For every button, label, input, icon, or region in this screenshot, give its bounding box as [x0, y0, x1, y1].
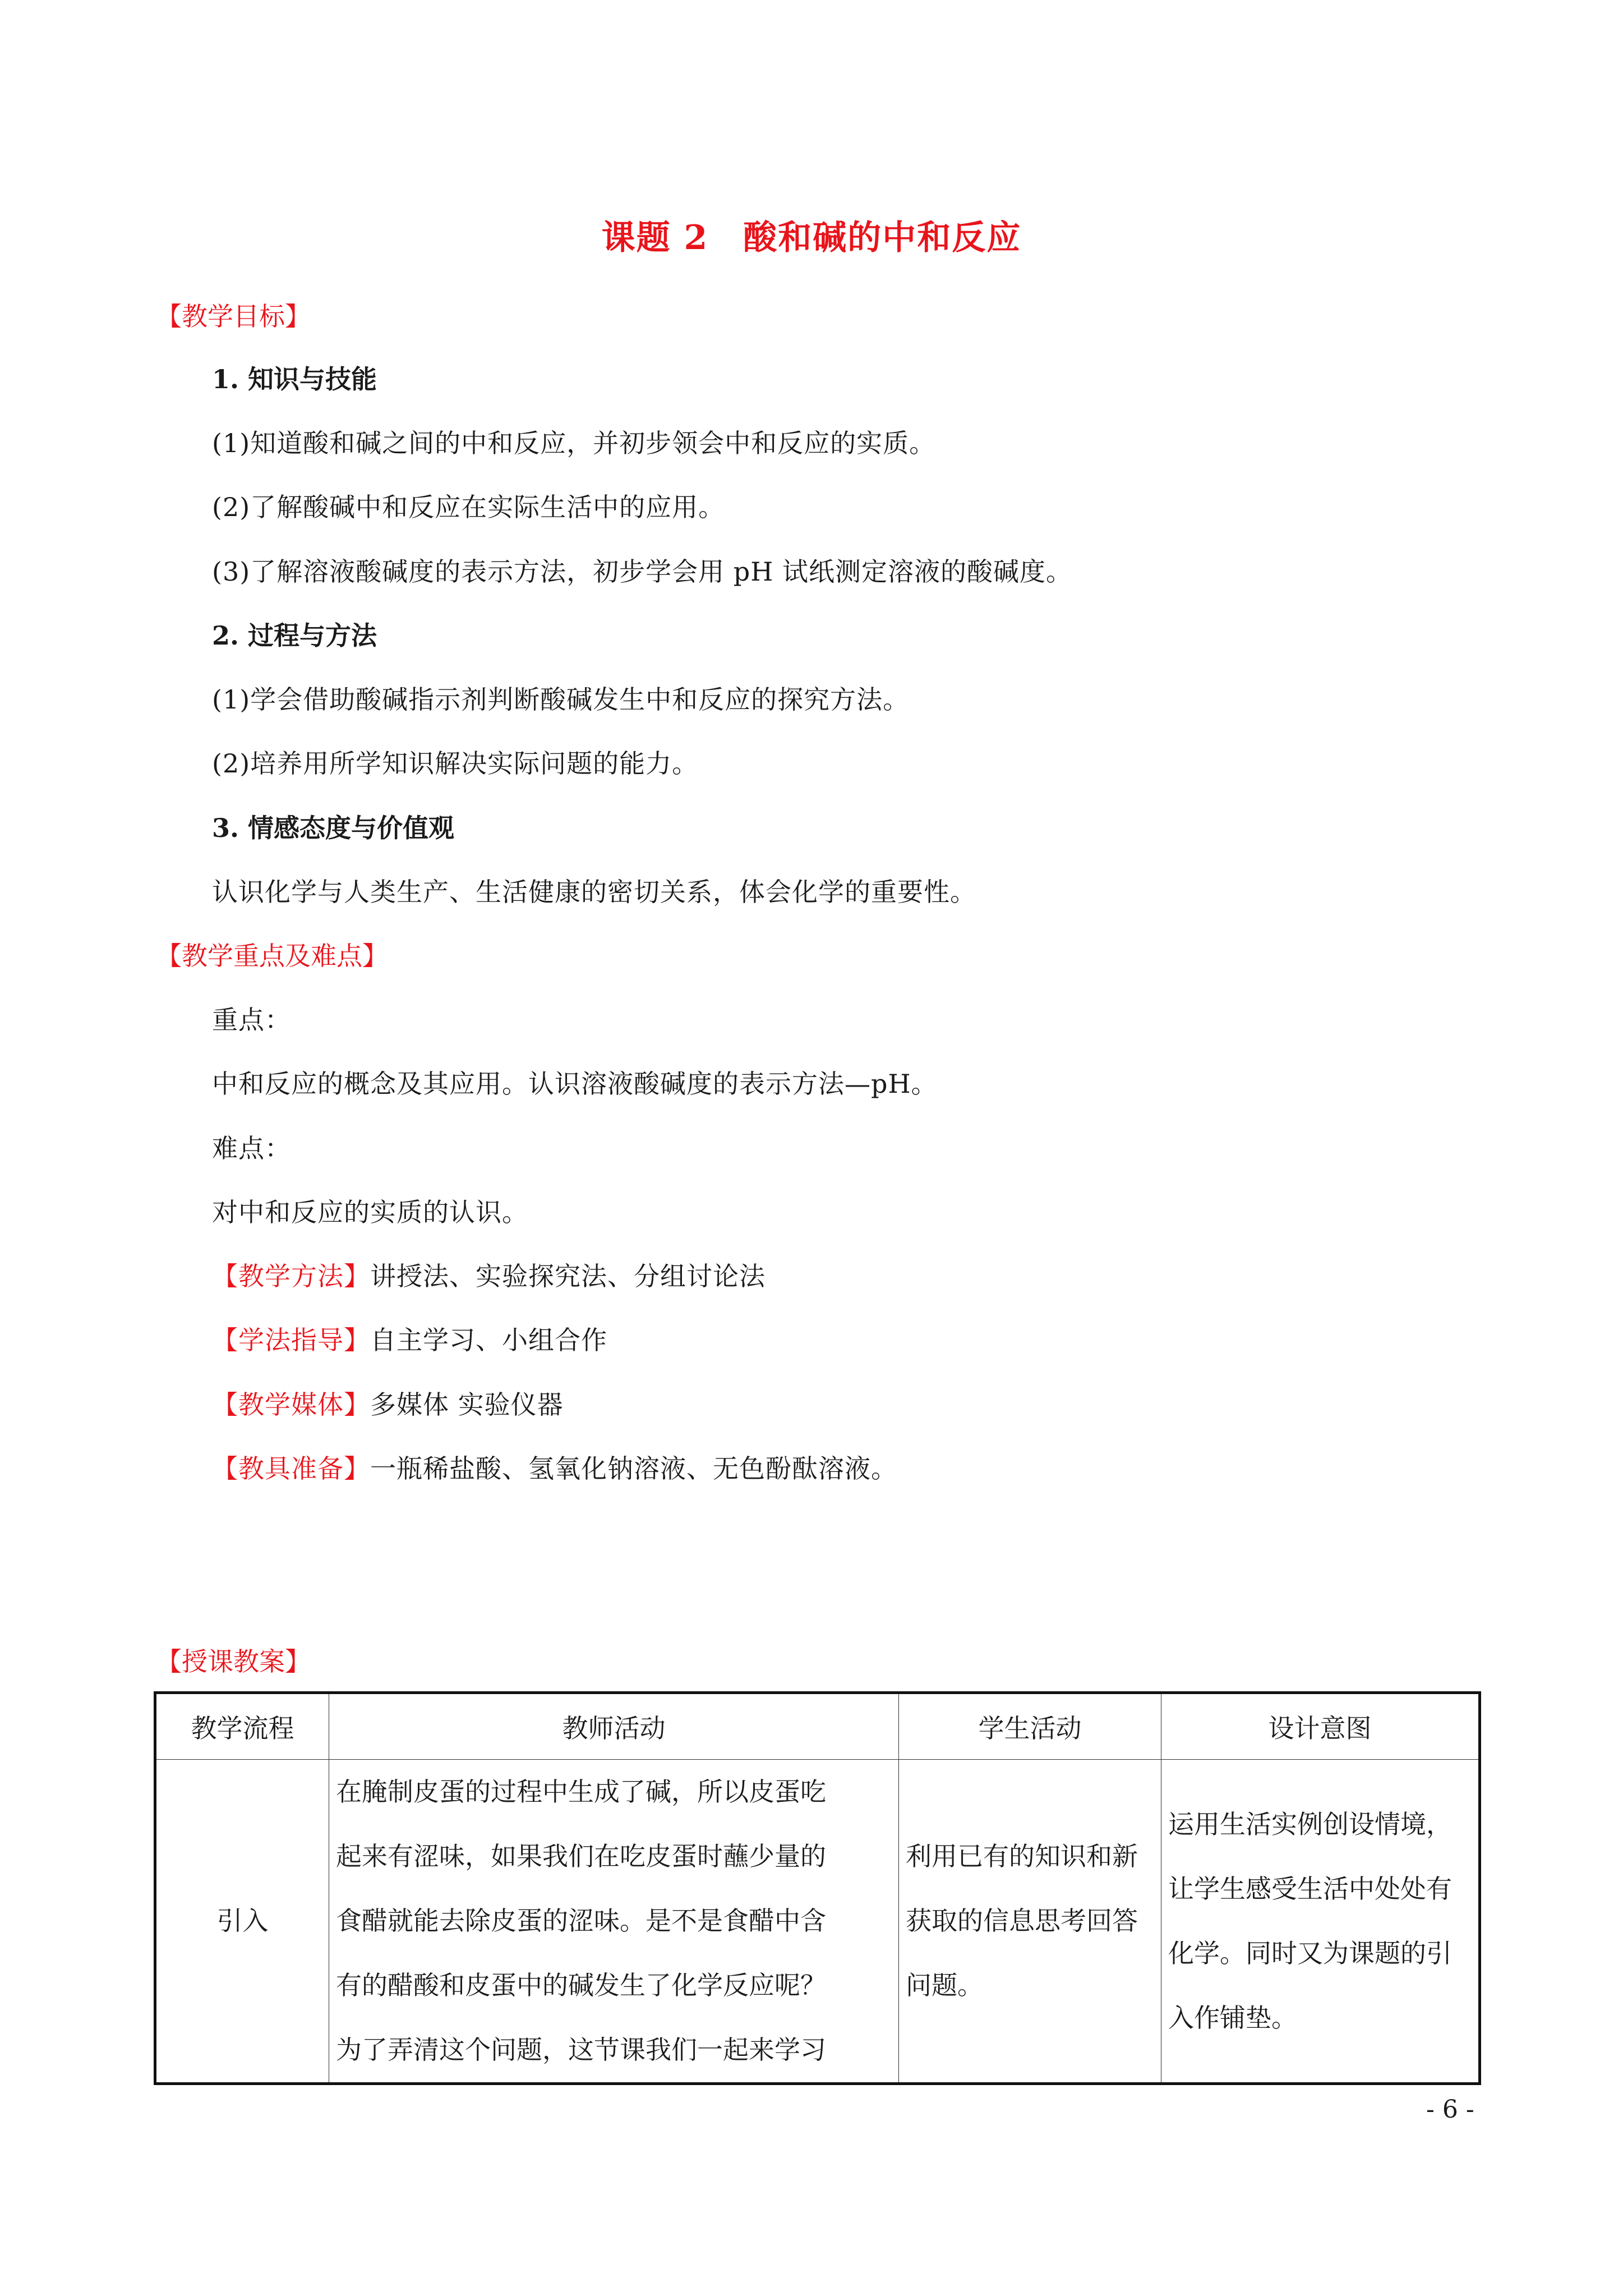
cell-line: 起来有涩味，如果我们在吃皮蛋时蘸少量的	[336, 1841, 826, 1871]
column-header: 设计意图	[1161, 1693, 1480, 1760]
cell-line: 问题。	[906, 1970, 983, 2000]
info-line	[212, 1448, 897, 1485]
key-point-label: 重点：	[212, 1005, 291, 1035]
goal-line: 认识化学与人类生产、生活健康的密切关系，体会化学的重要性。	[212, 877, 976, 907]
difficulty-label: 难点：	[212, 1133, 291, 1163]
goal-line: (3)了解溶液酸碱度的表示方法，初步学会用 pH 试纸测定溶液的酸碱度。	[212, 556, 1072, 587]
goal-line: (1)知道酸和碱之间的中和反应，并初步领会中和反应的实质。	[212, 428, 936, 458]
page-number: - 6 -	[1426, 2095, 1474, 2124]
focus-difficulty-heading: 【教学重点及难点】	[156, 941, 388, 971]
design-intent-cell	[1161, 1760, 1480, 2084]
info-value: 讲授法、实验探究法、分组讨论法	[370, 1261, 766, 1291]
info-label: 【学法指导】	[212, 1325, 370, 1355]
teaching-goals-heading: 【教学目标】	[156, 301, 311, 332]
cell-line: 为了弄清这个问题，这节课我们一起来学习	[336, 2035, 826, 2065]
column-header: 学生活动	[899, 1693, 1161, 1760]
goal-line: (1)学会借助酸碱指示剂判断酸碱发生中和反应的探究方法。	[212, 684, 910, 715]
lesson-plan-table	[154, 1691, 1481, 2085]
column-header: 教学流程	[155, 1693, 329, 1760]
cell-line: 获取的信息思考回答	[906, 1906, 1138, 1936]
column-header: 教师活动	[329, 1693, 899, 1760]
stage-cell: 引入	[155, 1760, 329, 2084]
attitude-values-heading: 3. 情感态度与价值观	[212, 813, 455, 843]
info-value: 一瓶稀盐酸、氢氧化钠溶液、无色酚酞溶液。	[370, 1453, 897, 1484]
cell-line: 运用生活实例创设情境，	[1168, 1809, 1452, 1839]
info-value: 多媒体 实验仪器	[370, 1389, 564, 1420]
process-method-heading: 2. 过程与方法	[212, 620, 377, 651]
cell-line: 有的醋酸和皮蛋中的碱发生了化学反应呢？	[336, 1970, 826, 2000]
lesson-plan-heading: 【授课教案】	[156, 1646, 311, 1677]
goal-line: (2)培养用所学知识解决实际问题的能力。	[212, 748, 699, 779]
cell-line: 让学生感受生活中处处有	[1168, 1873, 1452, 1904]
goal-line: (2)了解酸碱中和反应在实际生活中的应用。	[212, 492, 725, 522]
difficulty-text: 对中和反应的实质的认识。	[212, 1197, 528, 1227]
teacher-activity-cell	[329, 1760, 899, 2084]
cell-line: 化学。同时又为课题的引	[1168, 1938, 1452, 1968]
cell-line: 食醋就能去除皮蛋的涩味。是不是食醋中含	[336, 1906, 826, 1936]
info-label: 【教具准备】	[212, 1453, 370, 1484]
table-row	[155, 1760, 1480, 2084]
cell-line: 在腌制皮蛋的过程中生成了碱，所以皮蛋吃	[336, 1777, 826, 1807]
cell-line: 利用已有的知识和新	[906, 1841, 1138, 1871]
info-label: 【教学媒体】	[212, 1389, 370, 1420]
page-title: 课题 2 酸和碱的中和反应	[601, 218, 1022, 257]
cell-line: 入作铺垫。	[1168, 2002, 1297, 2033]
key-point-text: 中和反应的概念及其应用。认识溶液酸碱度的表示方法—pH。	[212, 1069, 938, 1099]
info-line	[212, 1384, 564, 1421]
knowledge-skills-heading: 1. 知识与技能	[212, 364, 377, 394]
info-value: 自主学习、小组合作	[370, 1325, 607, 1355]
info-label: 【教学方法】	[212, 1261, 370, 1291]
table-header-row	[155, 1693, 1480, 1760]
student-activity-cell	[899, 1760, 1161, 2084]
info-line	[212, 1320, 607, 1357]
info-line	[212, 1256, 766, 1293]
